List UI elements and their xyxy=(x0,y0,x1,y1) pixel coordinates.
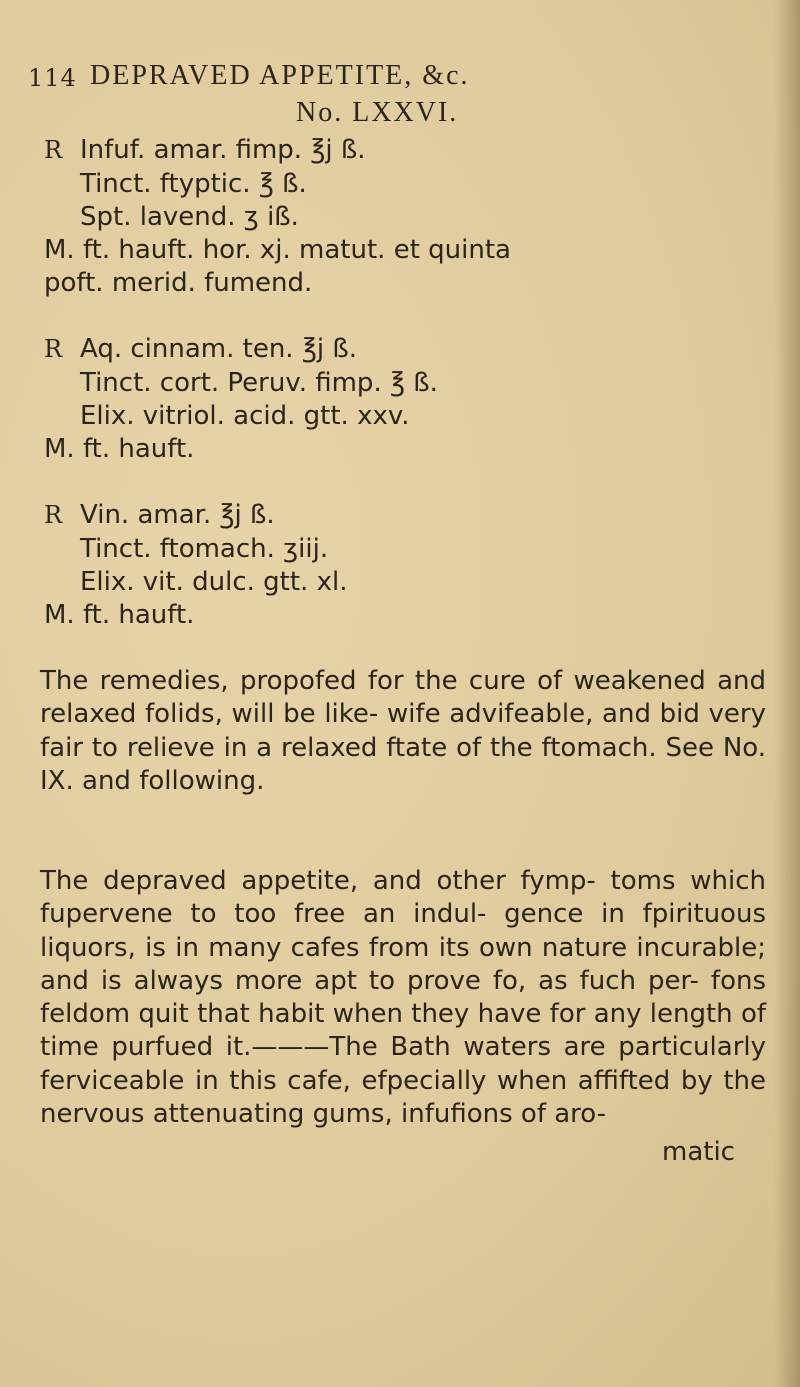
prescription-line: M. ft. hauft. xyxy=(44,434,195,464)
prescription-line: Elix. vitriol. acid. gtt. xxv. xyxy=(80,401,410,431)
prescription-line: Tinct. ftyptic. ℥ ß. xyxy=(80,169,307,199)
prescription-text: Vin. amar. ℥j ß. xyxy=(80,500,275,530)
page-number: 114 xyxy=(28,64,77,92)
prescription-line: M. ft. hauft. xyxy=(44,600,195,630)
page-edge-shadow xyxy=(774,0,800,1387)
prescription-text: Infuf. amar. fimp. ℥j ß. xyxy=(80,135,366,165)
prescription-line xyxy=(44,334,357,364)
prescription-line xyxy=(44,500,275,530)
recipe-symbol: R xyxy=(44,501,63,529)
prescription-line: M. ft. hauft. hor. xj. matut. et quinta xyxy=(44,235,511,265)
paragraph: The depraved appetite, and other fymp- toms which fupervene to too free an indul- gence in fpirituous liquors, is in many cafes from its own nature incurable; and is always more apt to prove fo, as fuch per- fons feldom quit that habit when they have for any length of time purfued it.———The Bath waters are particularly ferviceable in this cafe, efpecially when affifted by the nervous attenuating gums, infufions of aro- xyxy=(40,866,766,1130)
prescription-line: poft. merid. fumend. xyxy=(44,268,313,298)
prescription-line: Elix. vit. dulc. gtt. xl. xyxy=(80,567,348,597)
prescription-line: Tinct. ftomach. ʒiij. xyxy=(80,534,329,564)
page-header xyxy=(28,60,768,94)
prescription-text: Aq. cinnam. ten. ℥j ß. xyxy=(80,334,357,364)
recipe-symbol: R xyxy=(44,335,63,363)
prescription-line: Tinct. cort. Peruv. fimp. ℥ ß. xyxy=(80,368,438,398)
prescription-line xyxy=(44,135,365,165)
running-head: DEPRAVED APPETITE, &c. xyxy=(90,60,470,91)
paragraph: The remedies, propofed for the cure of weakened and relaxed folids, will be like- wife advifeable, and bid very fair to relieve in a relaxed ftate of the ftomach. See No. IX. and following. xyxy=(40,666,766,796)
prescription-line: Spt. lavend. ʒ iß. xyxy=(80,202,299,232)
recipe-number: No. LXXVI. xyxy=(296,97,459,128)
catchword: matic xyxy=(662,1137,735,1167)
recipe-symbol: R xyxy=(44,136,63,164)
